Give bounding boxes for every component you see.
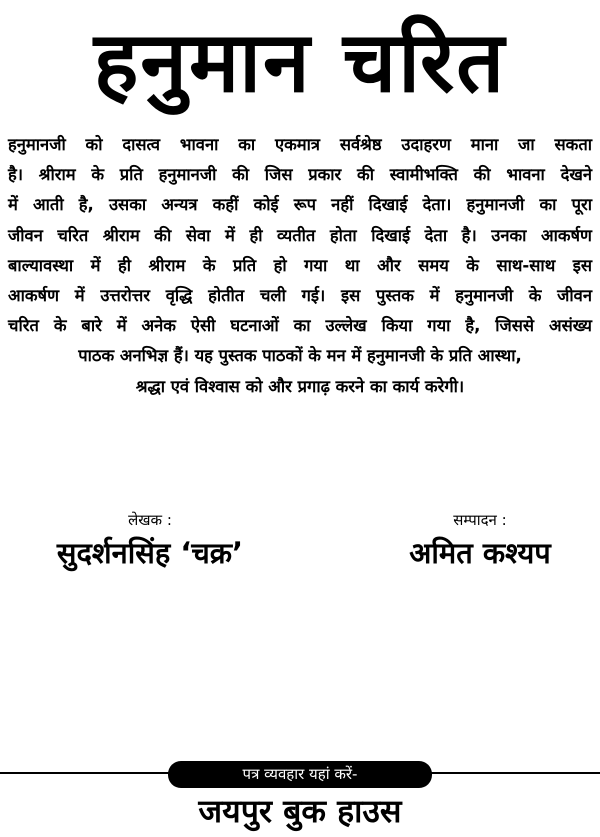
editor-role-label: सम्पादन : <box>453 511 507 529</box>
book-description <box>8 130 592 402</box>
description-line: आकर्षण में उत्तरोत्तर वृद्धि होतीत चली गई। इस पुस्तक में हनुमानजी के जीवन <box>8 286 592 306</box>
editor-credit <box>360 508 600 574</box>
description-line: हनुमानजी को दासत्व भावना का एकमात्र सर्वश्रेष्ठ उदाहरण माना जा सकता <box>8 135 592 154</box>
editor-name: अमित कश्यप <box>409 536 551 570</box>
description-line: पाठक अनभिज्ञ हैं। यह पुस्तक पाठकों के मन में हनुमानजी के प्रति आस्था, <box>78 346 522 366</box>
description-line: चरित के बारे में अनेक ऐसी घटनाओं का उल्लेख किया गया है, जिससे असंख्य <box>8 316 592 336</box>
description-line: बाल्यावस्था में ही श्रीराम के प्रति हो गया था और समय के साथ-साथ इस <box>8 255 592 275</box>
description-line: में आती है, उसका अन्यत्र कहीं कोई रूप नहीं दिखाई देता। हनुमानजी का पूरा <box>8 195 592 215</box>
author-credit <box>0 508 300 574</box>
contact-label: पत्र व्यवहार यहां करें- <box>168 761 432 788</box>
author-role-label: लेखक : <box>128 511 172 529</box>
book-title: हनुमान चरित <box>93 13 507 111</box>
description-line: है। श्रीराम के प्रति हनुमानजी की जिस प्रकार की स्वामीभक्ति की भावना देखने <box>8 165 592 185</box>
description-line: जीवन चरित श्रीराम की सेवा में ही व्यतीत होता दिखाई देता है। उनका आकर्षण <box>8 225 592 245</box>
author-name: सुदर्शनसिंह ‘चक्र’ <box>56 536 244 570</box>
publisher-name: जयपुर बुक हाउस <box>198 792 402 830</box>
description-line: श्रद्धा एवं विश्वास को और प्रगाढ़ करने का कार्य करेगी। <box>135 376 465 396</box>
